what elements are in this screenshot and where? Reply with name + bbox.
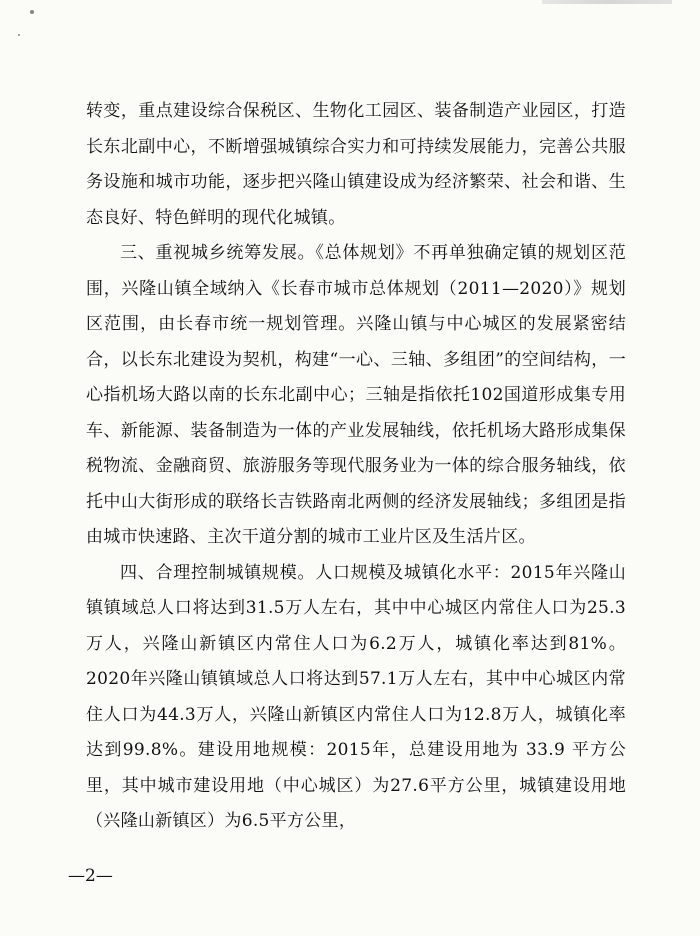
scan-speck (30, 10, 34, 14)
paragraph-continuation: 转变，重点建设综合保税区、生物化工园区、装备制造产业园区，打造长东北副中心，不断增强城镇综合实力和可持续发展能力，完善公共服务设施和城市功能，逐步把兴隆山镇建设成为经济繁荣、社会和谐、生态良好、特色鲜明的现代化城镇。 (86, 101, 626, 228)
body-text (86, 94, 626, 840)
scan-speck (18, 34, 20, 36)
header-bleed-through (542, 0, 672, 4)
page-number: —2— (68, 866, 113, 886)
paragraph-town-scale: 四、合理控制城镇规模。人口规模及城镇化水平：2015年兴隆山镇镇域总人口将达到31.5万人左右，其中中心城区内常住人口为25.3万人，兴隆山新镇区内常住人口为6.2万人，城镇化率达到81%。2020年兴隆山镇镇域总人口将达到57.1万人左右，其中中心城区内常住人口为44.3万人，兴隆山新镇区内常住人口为12.8万人，城镇化率达到99.8%。建设用地规模：2015年，总建设用地为 33.9 平方公里，其中城市建设用地（中心城区）为27.6平方公里，城镇建设用地（兴隆山新镇区）为6.5平方公里， (86, 562, 626, 831)
paragraph-urban-rural-planning: 三、重视城乡统筹发展。《总体规划》不再单独确定镇的规划区范围，兴隆山镇全域纳入《长春市城市总体规划（2011—2020）》规划区范围，由长春市统一规划管理。兴隆山镇与中心城区的发展紧密结合，以长东北建设为契机，构建“一心、三轴、多组团”的空间结构，一心指机场大路以南的长东北副中心；三轴是指依托102国道形成集专用车、新能源、装备制造为一体的产业发展轴线，依托机场大路形成集保税物流、金融商贸、旅游服务等现代服务业为一体的综合服务轴线，依托中山大街形成的联络长吉铁路南北两侧的经济发展轴线；多组团是指由城市快速路、主次干道分割的城市工业片区及生活片区。 (86, 243, 626, 547)
